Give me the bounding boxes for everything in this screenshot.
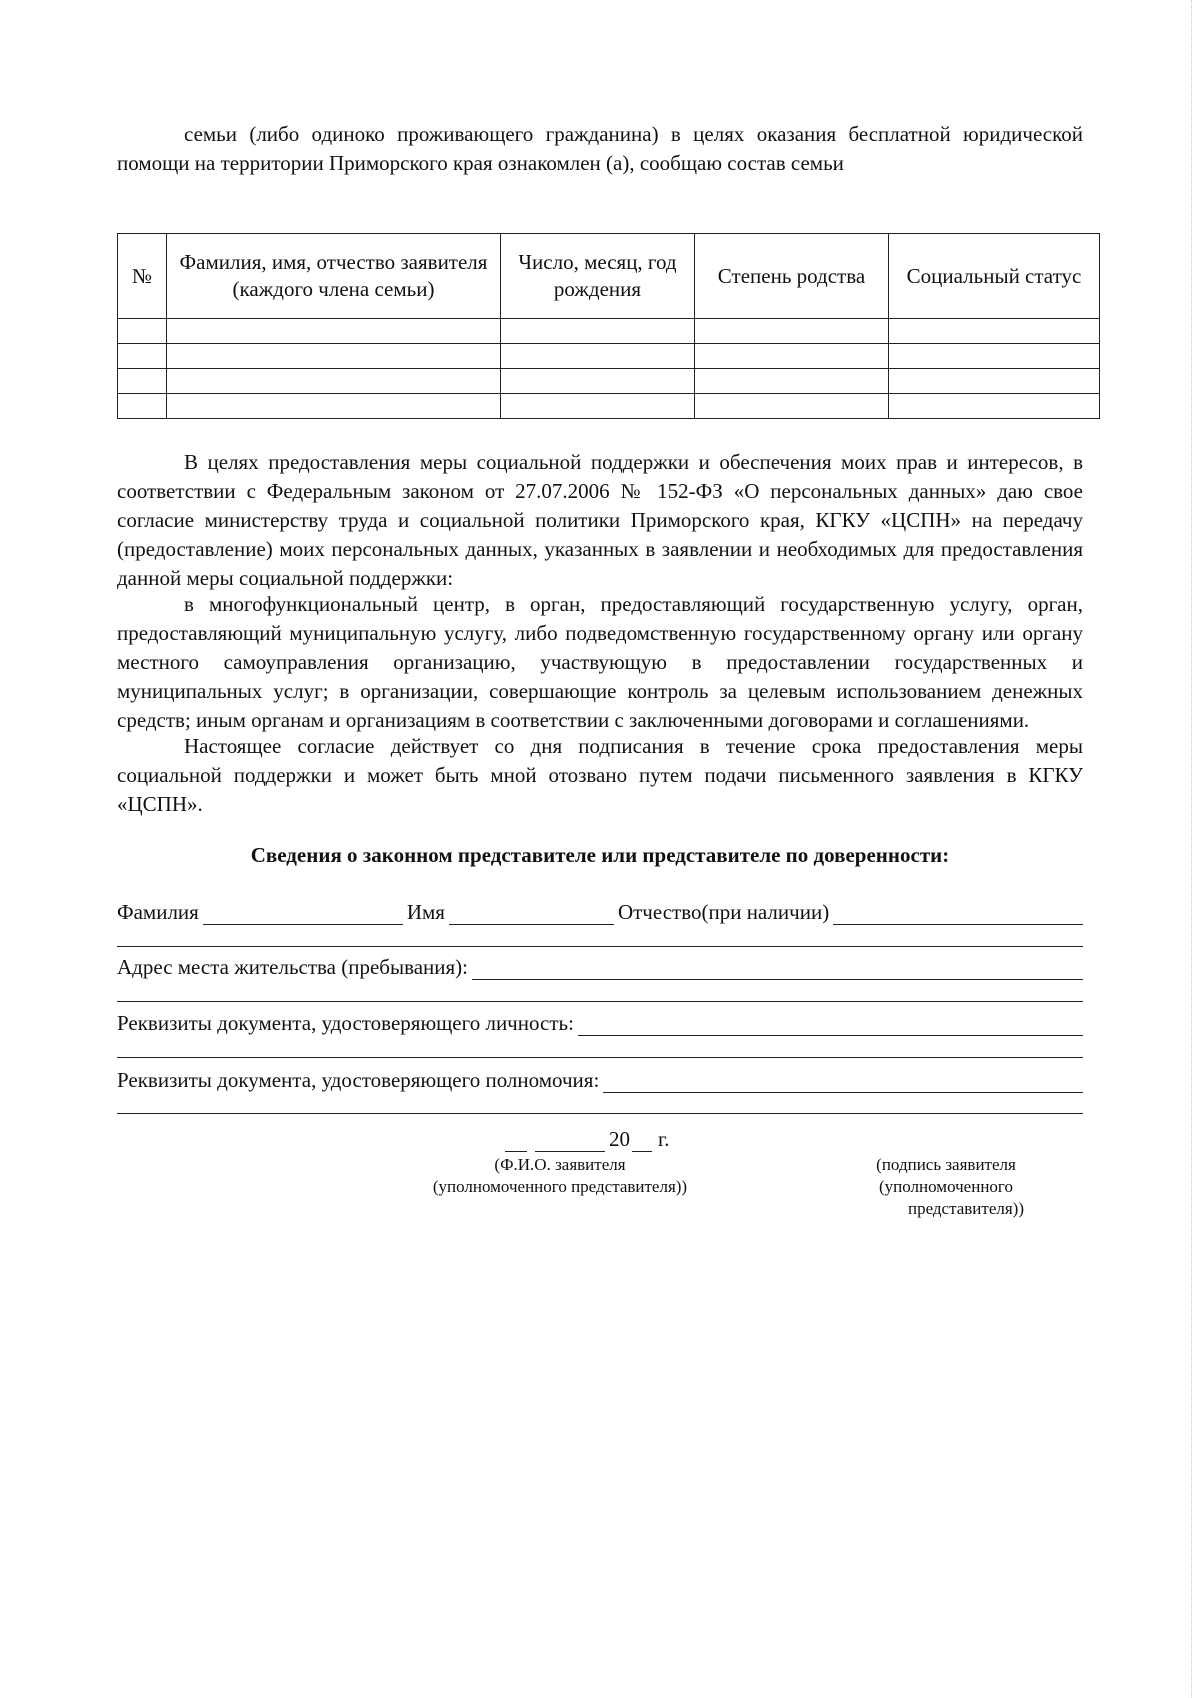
continuation-line[interactable] bbox=[117, 1113, 1083, 1114]
table-cell[interactable] bbox=[118, 369, 167, 394]
table-cell[interactable] bbox=[501, 319, 695, 344]
year-prefix: 20 bbox=[609, 1127, 630, 1151]
table-header-row bbox=[118, 234, 1100, 319]
signature-caption-line: (уполномоченного bbox=[879, 1177, 1013, 1196]
table-cell[interactable] bbox=[889, 394, 1100, 419]
table-cell[interactable] bbox=[695, 319, 889, 344]
month-field[interactable] bbox=[535, 1133, 605, 1152]
table-cell[interactable] bbox=[501, 344, 695, 369]
surname-label: Фамилия bbox=[117, 900, 199, 924]
table-cell[interactable] bbox=[167, 394, 501, 419]
id-document-label: Реквизиты документа, удостоверяющего личность: bbox=[117, 1011, 574, 1035]
table-cell[interactable] bbox=[695, 369, 889, 394]
table-cell[interactable] bbox=[889, 319, 1100, 344]
id-document-field[interactable] bbox=[578, 1015, 1083, 1036]
fio-caption-line: (уполномоченного представителя)) bbox=[432, 1177, 688, 1196]
address-label: Адрес места жительства (пребывания): bbox=[117, 955, 469, 979]
table-row bbox=[118, 344, 1100, 369]
fio-caption bbox=[380, 1154, 740, 1198]
table-cell[interactable] bbox=[118, 394, 167, 419]
table-cell[interactable] bbox=[695, 344, 889, 369]
patronymic-label: Отчество(при наличии) bbox=[617, 900, 830, 924]
table-cell[interactable] bbox=[118, 344, 167, 369]
authority-document-row bbox=[117, 1068, 1083, 1093]
authority-document-label: Реквизиты документа, удостоверяющего полномочия: bbox=[117, 1068, 600, 1092]
signature-caption-line: (подпись заявителя bbox=[876, 1155, 1016, 1174]
continuation-line[interactable] bbox=[117, 1001, 1083, 1002]
consent-paragraph-2: в многофункциональный центр, в орган, предоставляющий государственную услугу, орган, предоставляющий муниципальную услугу, либо подведомственную государственному органу или органу местного самоуправления организацию, участвующую в предоставлении государственных и муниципальных услуг; в организации, совершающие контроль за целевым использованием денежных средств; иным органам и организациям в соответствии с заключенными договорами и соглашениями. bbox=[117, 592, 1083, 732]
continuation-line[interactable] bbox=[117, 1057, 1083, 1058]
continuation-line[interactable] bbox=[117, 946, 1083, 947]
table-row bbox=[118, 394, 1100, 419]
col-relation-header: Степень родства bbox=[695, 234, 889, 319]
representative-name-row bbox=[117, 900, 1083, 925]
table-cell[interactable] bbox=[167, 369, 501, 394]
table-cell[interactable] bbox=[167, 344, 501, 369]
consent-paragraph-3: Настоящее согласие действует со дня подписания в течение срока предоставления меры социальной поддержки и может быть мной отозвано путем подачи письменного заявления в КГКУ «ЦСПН». bbox=[117, 734, 1083, 816]
col-number-header: № bbox=[118, 234, 167, 319]
col-status-header: Социальный статус bbox=[889, 234, 1100, 319]
representative-heading: Сведения о законном представителе или представителе по доверенности: bbox=[250, 843, 950, 867]
table-cell[interactable] bbox=[889, 369, 1100, 394]
table-cell[interactable] bbox=[501, 369, 695, 394]
intro-paragraph: семьи (либо одиноко проживающего гражданина) в целях оказания бесплатной юридической помощи на территории Приморского края ознакомлен (а), сообщаю состав семьи bbox=[117, 122, 1083, 175]
id-document-row bbox=[117, 1011, 1083, 1036]
patronymic-field[interactable] bbox=[833, 904, 1083, 925]
table-cell[interactable] bbox=[501, 394, 695, 419]
fio-caption-line: (Ф.И.О. заявителя bbox=[494, 1155, 626, 1174]
surname-field[interactable] bbox=[203, 904, 403, 925]
family-table bbox=[117, 233, 1100, 419]
table-cell[interactable] bbox=[889, 344, 1100, 369]
table-cell[interactable] bbox=[695, 394, 889, 419]
col-fio-header: Фамилия, имя, отчество заявителя (каждого члена семьи) bbox=[167, 234, 501, 319]
table-cell[interactable] bbox=[167, 319, 501, 344]
day-field[interactable] bbox=[505, 1133, 527, 1152]
address-field[interactable] bbox=[472, 959, 1083, 980]
scan-edge-artifact bbox=[1190, 0, 1192, 1698]
col-birthdate-header: Число, месяц, год рождения bbox=[501, 234, 695, 319]
year-suffix: г. bbox=[658, 1127, 670, 1151]
table-row bbox=[118, 319, 1100, 344]
consent-paragraph-1: В целях предоставления меры социальной поддержки и обеспечения моих прав и интересов, в соответствии с Федеральным законом от 27.07.2006 № 152-ФЗ «О персональных данных» даю свое согласие министерству труда и социальной политики Приморского края, КГКУ «ЦСПН» на передачу (предоставление) моих персональных данных, указанных в заявлении и необходимых для предоставления данной меры социальной поддержки: bbox=[117, 450, 1083, 590]
signature-caption-line: представителя)) bbox=[907, 1199, 1025, 1218]
name-field[interactable] bbox=[449, 904, 614, 925]
name-label: Имя bbox=[406, 900, 445, 924]
date-row bbox=[505, 1127, 670, 1152]
address-row bbox=[117, 955, 1083, 980]
signature-caption bbox=[846, 1154, 1046, 1220]
table-row bbox=[118, 369, 1100, 394]
year-field[interactable] bbox=[632, 1133, 652, 1152]
table-cell[interactable] bbox=[118, 319, 167, 344]
authority-document-field[interactable] bbox=[603, 1072, 1083, 1093]
